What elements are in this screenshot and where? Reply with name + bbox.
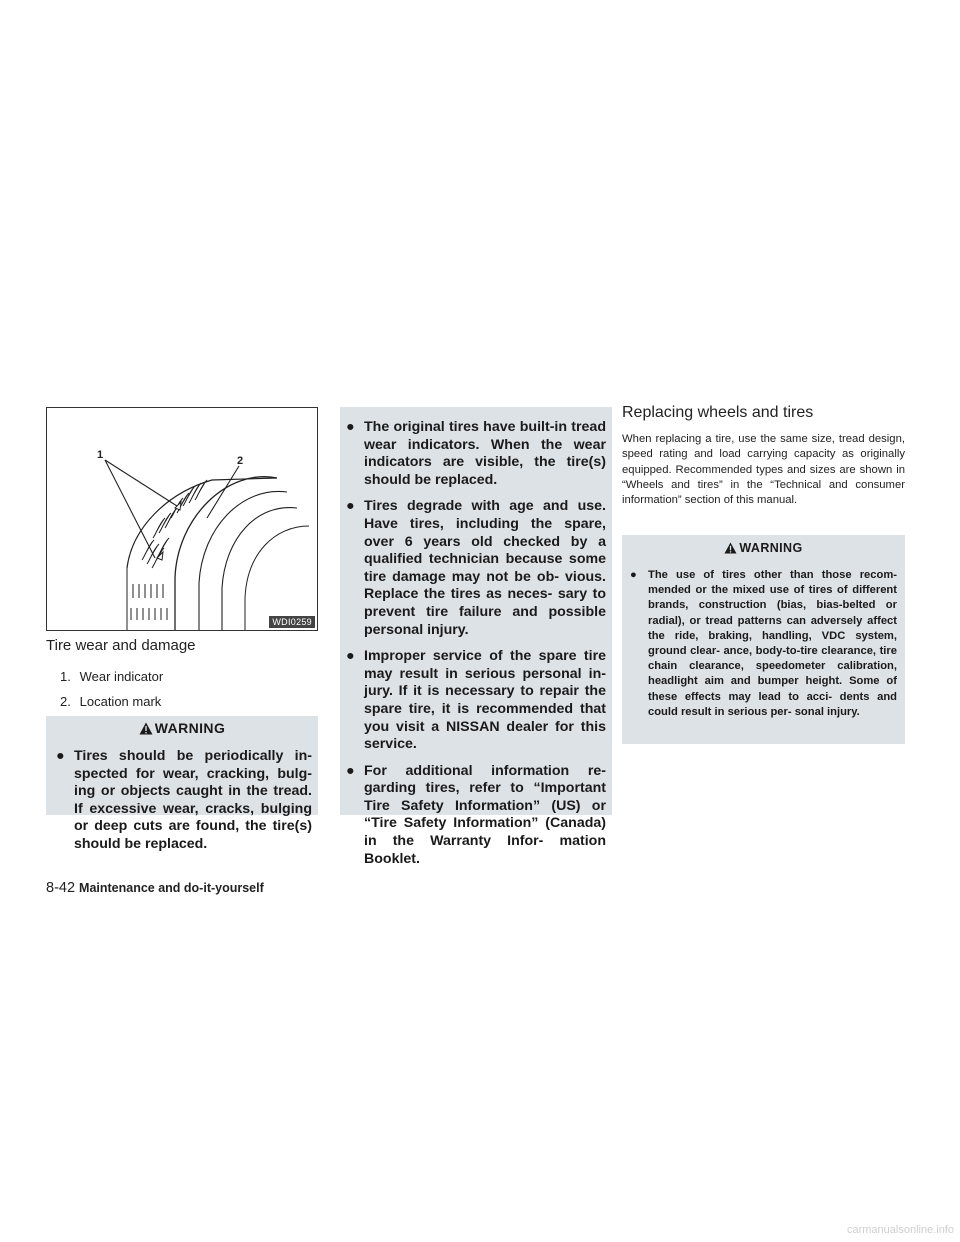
page-number: 8-42: [46, 880, 76, 896]
warning-item-text: Improper service of the spare tire may result in serious personal in- jury. If it is necessary to repair the spare tire, it is recommended that you visit a NISSAN dealer for this service.: [364, 648, 606, 753]
bullet: ●: [346, 762, 355, 779]
warning-item: [630, 568, 897, 720]
watermark: carmanualsonline.info: [846, 1224, 954, 1236]
callout-2: 2: [237, 455, 244, 467]
warning-box-left: [46, 716, 318, 852]
warning-heading-text: WARNING: [739, 541, 803, 555]
bullet: ●: [346, 498, 355, 515]
warning-item: [346, 498, 606, 639]
bullet: ●: [346, 648, 355, 665]
callout-1: 1: [97, 449, 104, 461]
tire-wear-figure: [46, 407, 318, 631]
page-footer: [46, 880, 264, 896]
figure-legend: [60, 664, 163, 714]
figure-code: WDI0259: [269, 616, 315, 628]
warning-item-text: Tires degrade with age and use. Have tires, including the spare, over 6 years old checked by a qualified technician because some tire damage may not be ob- vious. Replace the tires as neces- sary to prevent tire failure and possible personal injury.: [364, 498, 606, 638]
warning-list: [622, 563, 905, 720]
chapter-title: Maintenance and do-it-yourself: [79, 881, 264, 895]
figure-caption: Tire wear and damage: [46, 637, 196, 654]
legend-item: [60, 689, 163, 714]
bullet: ●: [346, 419, 355, 435]
warning-item-text: The use of tires other than those recom- mended or the mixed use of tires of different brands, construction (bias, bias-belted or radial), or tread patterns can adversely affect the ride, braking, handling, VDC system, ground clear- ance, body-to-tire clearance, tire chain clearance, speedometer calibration, headlight aim and bumper height. Some of these effects may lead to acci- dents and could result in serious per- sonal injury.: [648, 569, 897, 718]
warning-item: [56, 748, 312, 854]
legend-item: [60, 664, 163, 689]
legend-number: 1.: [60, 669, 71, 684]
bullet: ●: [56, 748, 65, 764]
bullet: ●: [630, 569, 637, 581]
warning-item: [346, 763, 606, 869]
warning-heading: [622, 535, 905, 563]
warning-item-text: The original tires have built-in tread wear indicators. When the wear indicators are visible, the tire(s) should be replaced.: [364, 419, 606, 488]
warning-box-middle: [340, 407, 612, 867]
warning-heading-text: WARNING: [154, 720, 226, 736]
warning-item-text: Tires should be periodically in- spected for wear, cracking, bulg- ing or objects caught in the tread. If excessive wear, cracks, bulging or deep cuts are found, the tire(s) should be replaced.: [74, 748, 312, 852]
tire-illustration: [47, 408, 317, 630]
section-body: When replacing a tire, use the same size, tread design, speed rating and load carrying capacity as originally equipped. Recommended types and sizes are shown in “Wheels and tires” in the “Technical and consumer information” section of this manual.: [622, 433, 905, 507]
warning-list: [46, 742, 318, 854]
warning-list: [340, 407, 612, 868]
warning-triangle-icon: [139, 722, 153, 735]
legend-text: Wear indicator: [79, 669, 164, 684]
warning-triangle-icon: [724, 542, 737, 554]
warning-item-text: For additional information re- garding tires, refer to “Important Tire Safety Information” (US) or “Tire Safety Information” (Canada) in the Warranty Infor- mation Booklet.: [364, 762, 606, 867]
warning-item: [346, 648, 606, 754]
legend-text: Location mark: [79, 694, 162, 709]
warning-heading: [46, 716, 318, 742]
warning-box-right: [622, 535, 905, 744]
legend-number: 2.: [60, 694, 71, 709]
section-title: Replacing wheels and tires: [622, 404, 814, 421]
warning-item: [346, 419, 606, 489]
